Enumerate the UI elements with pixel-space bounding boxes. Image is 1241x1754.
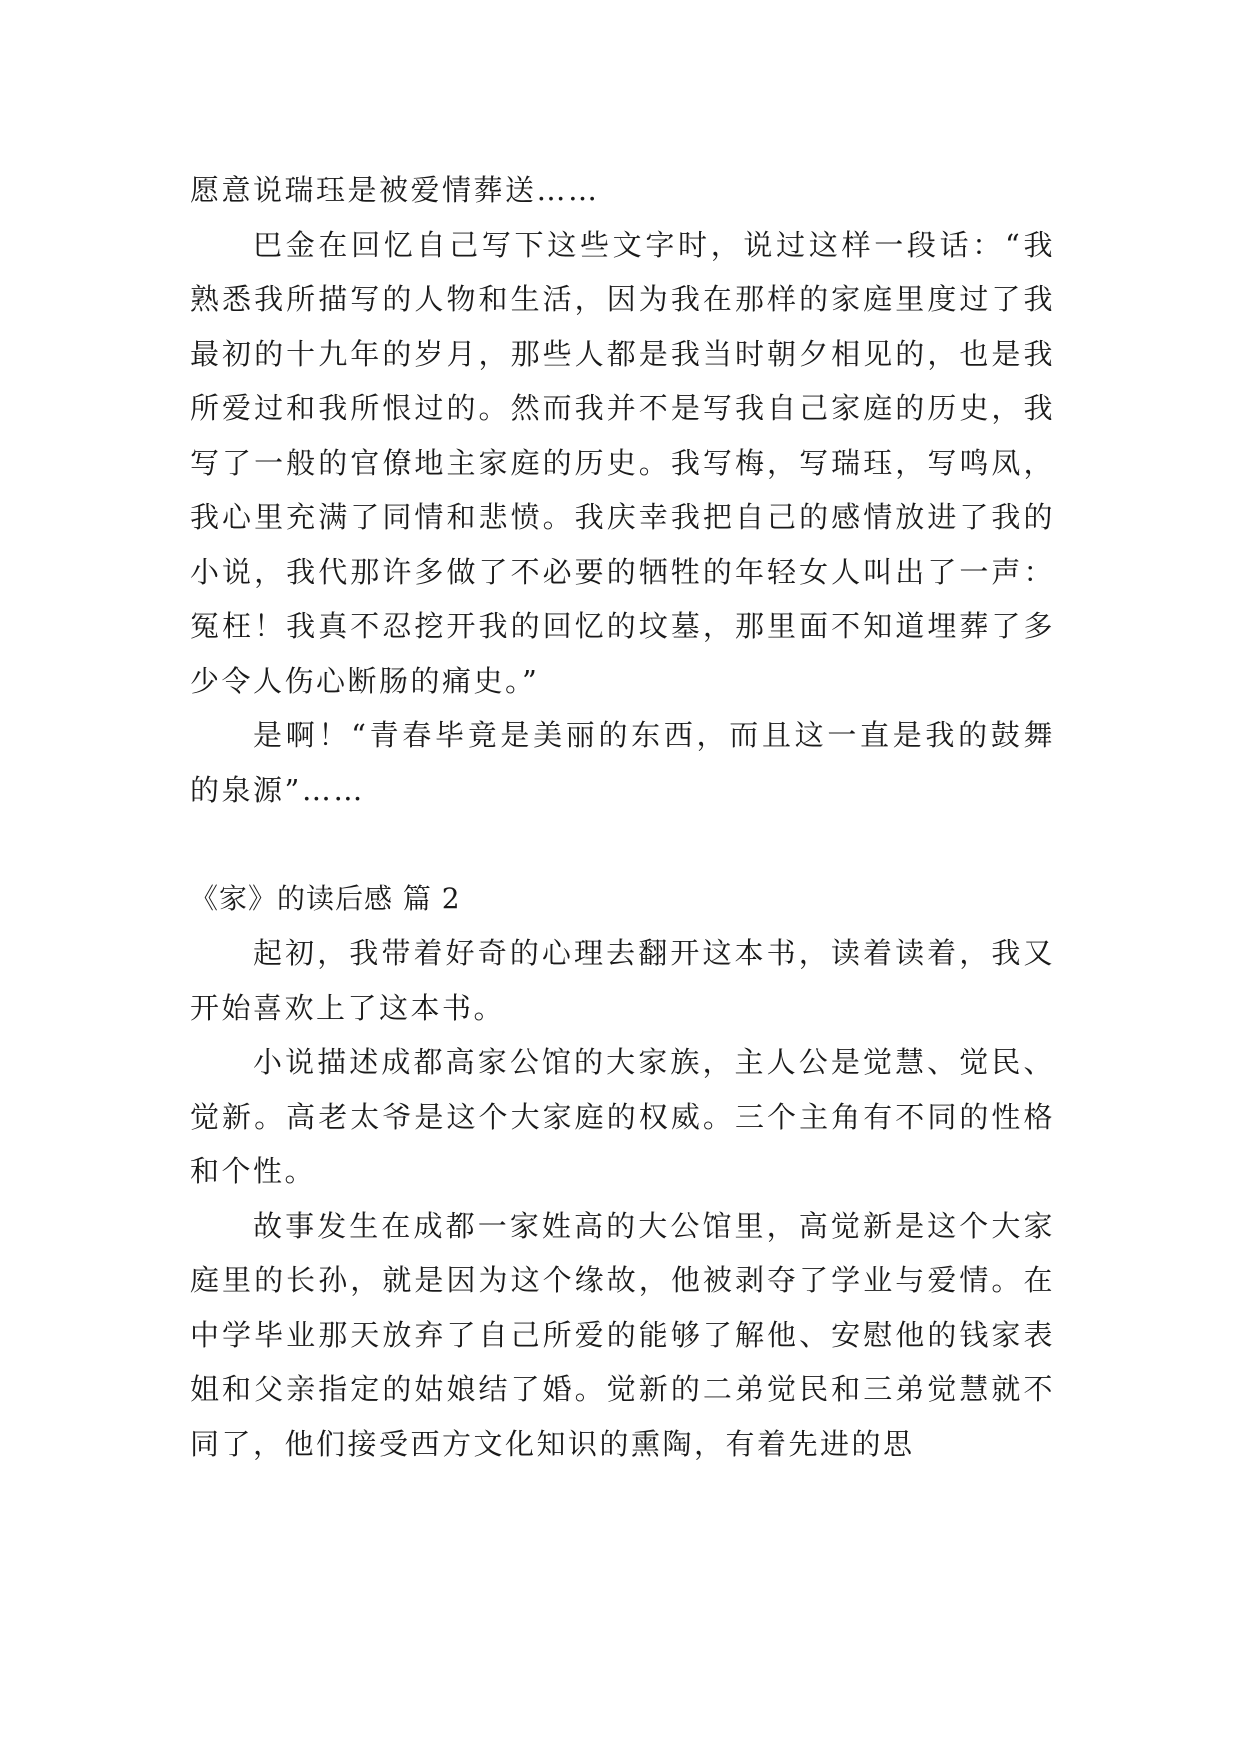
document-body [190, 163, 1055, 1471]
paragraph-intro: 起初，我带着好奇的心理去翻开这本书，读着读着，我又开始喜欢上了这本书。 [190, 936, 1055, 1025]
section-spacer [190, 817, 1055, 872]
paragraph-youth-quote: 是啊！“青春毕竟是美丽的东西，而且这一直是我的鼓舞的泉源”…… [190, 718, 1055, 807]
paragraph-continuation: 愿意说瑞珏是被爱情葬送…… [190, 173, 600, 207]
paragraph-bajin-quote: 巴金在回忆自己写下这些文字时，说过这样一段话：“我熟悉我所描写的人物和生活，因为我在那样的家庭里度过了我最初的十九年的岁月，那些人都是我当时朝夕相见的，也是我所爱过和我所恨过的。然而我并不是写我自己家庭的历史，我写了一般的官僚地主家庭的历史。我写梅，写瑞珏，写鸣凤，我心里充满了同情和悲愤。我庆幸我把自己的感情放进了我的小说，我代那许多做了不必要的牺牲的年轻女人叫出了一声：冤枉！我真不忍挖开我的回忆的坟墓，那里面不知道埋葬了多少令人伤心断肠的痛史。” [190, 227, 1055, 698]
paragraph-summary: 小说描述成都高家公馆的大家族，主人公是觉慧、觉民、觉新。高老太爷是这个大家庭的权威。三个主角有不同的性格和个性。 [190, 1045, 1055, 1188]
section-heading: 《家》的读后感 篇 2 [190, 881, 461, 915]
paragraph-story: 故事发生在成都一家姓高的大公馆里，高觉新是这个大家庭里的长孙，就是因为这个缘故，他被剥夺了学业与爱情。在中学毕业那天放弃了自己所爱的能够了解他、安慰他的钱家表姐和父亲指定的姑娘结了婚。觉新的二弟觉民和三弟觉慧就不同了，他们接受西方文化知识的熏陶，有着先进的思 [190, 1208, 1055, 1461]
